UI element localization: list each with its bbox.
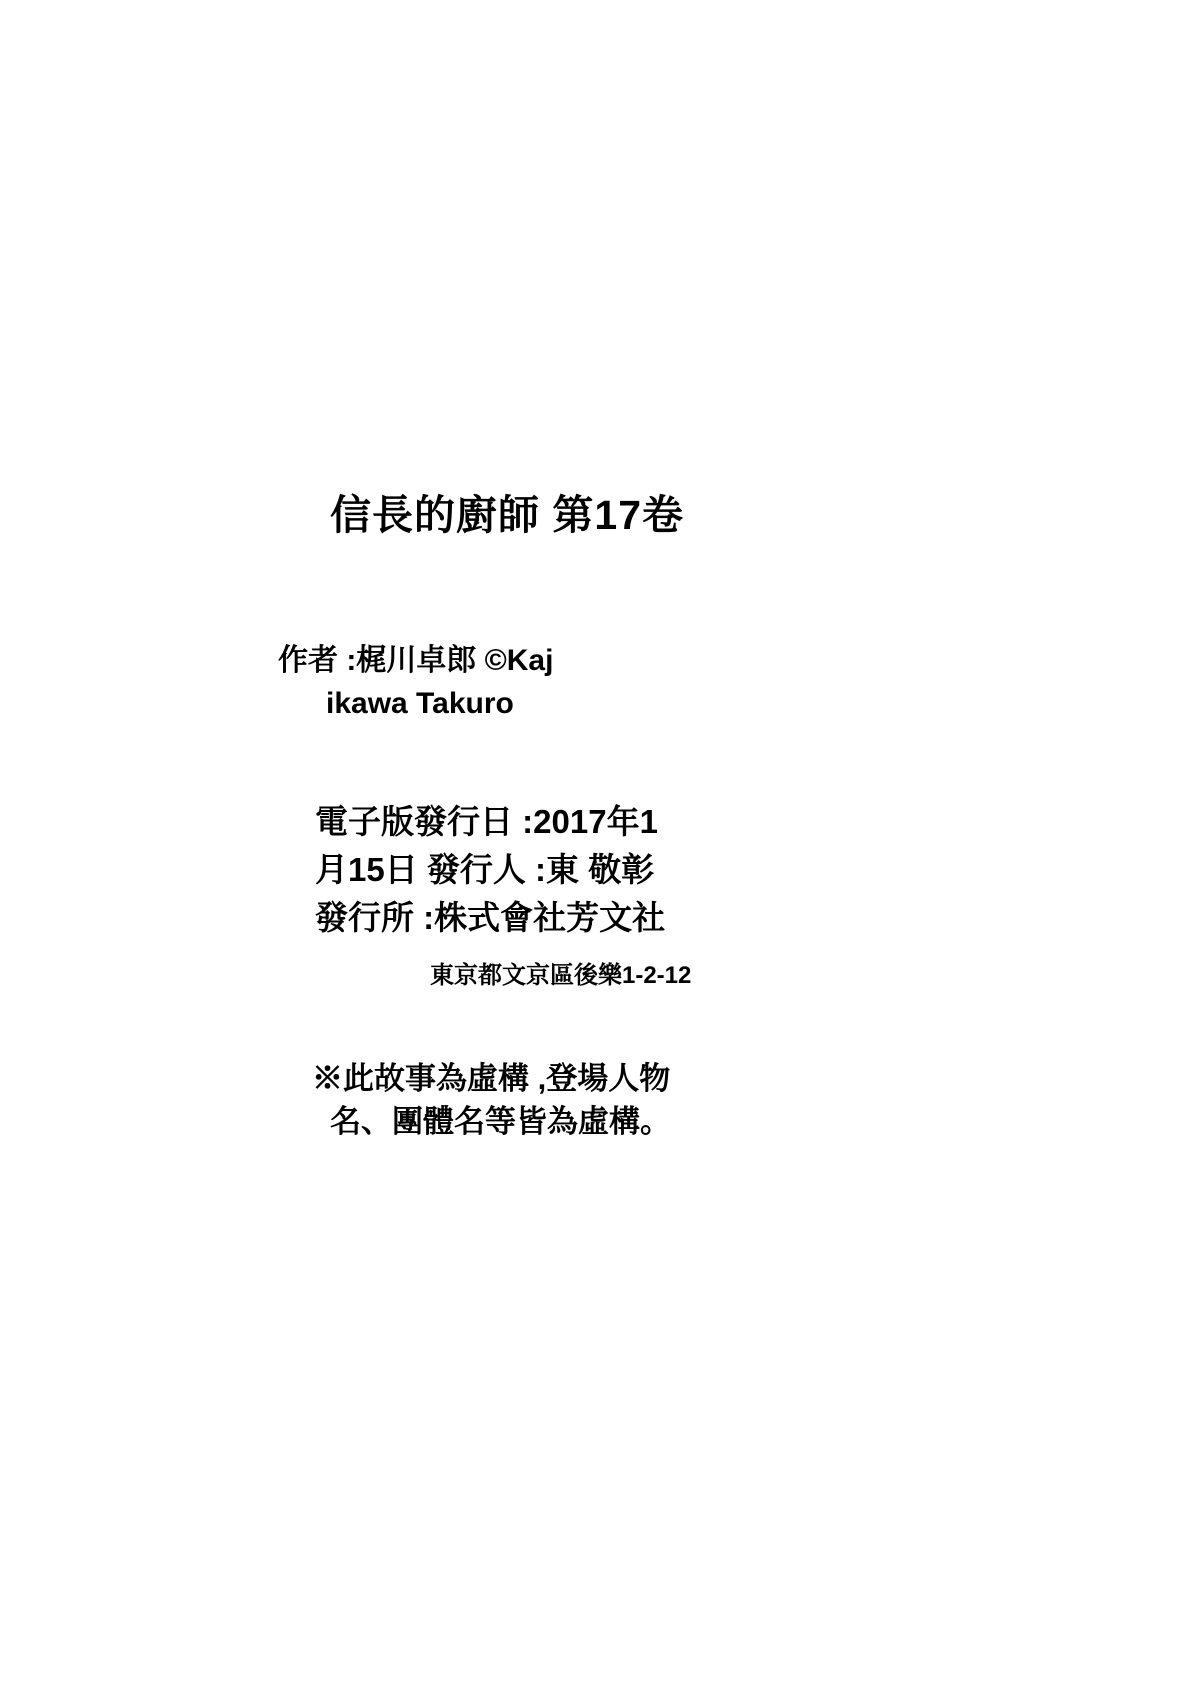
fiction-disclaimer-line-2: 名、團體名等皆為虛構。: [330, 1103, 671, 1139]
page-title: 信長的廚師 第17卷: [330, 492, 684, 538]
publication-line-1: 電子版發行日 :2017年1: [315, 803, 658, 840]
publisher-address: 東京都文京區後樂1-2-12: [430, 962, 692, 989]
fiction-disclaimer: [312, 1058, 932, 1144]
publication-info: [315, 798, 1015, 942]
author-credit-line-1: 作者 :梶川卓郎 ©Kaj: [278, 644, 554, 677]
author-credit-line-2: ikawa Takuro: [326, 686, 514, 720]
author-credit: [278, 640, 918, 725]
fiction-disclaimer-line-1: ※此故事為虛構 ,登場人物: [312, 1061, 671, 1096]
publication-line-2: 月15日 發行人 :東 敬彰: [315, 850, 655, 888]
publication-line-3: 發行所 :株式會社芳文社: [315, 898, 666, 936]
